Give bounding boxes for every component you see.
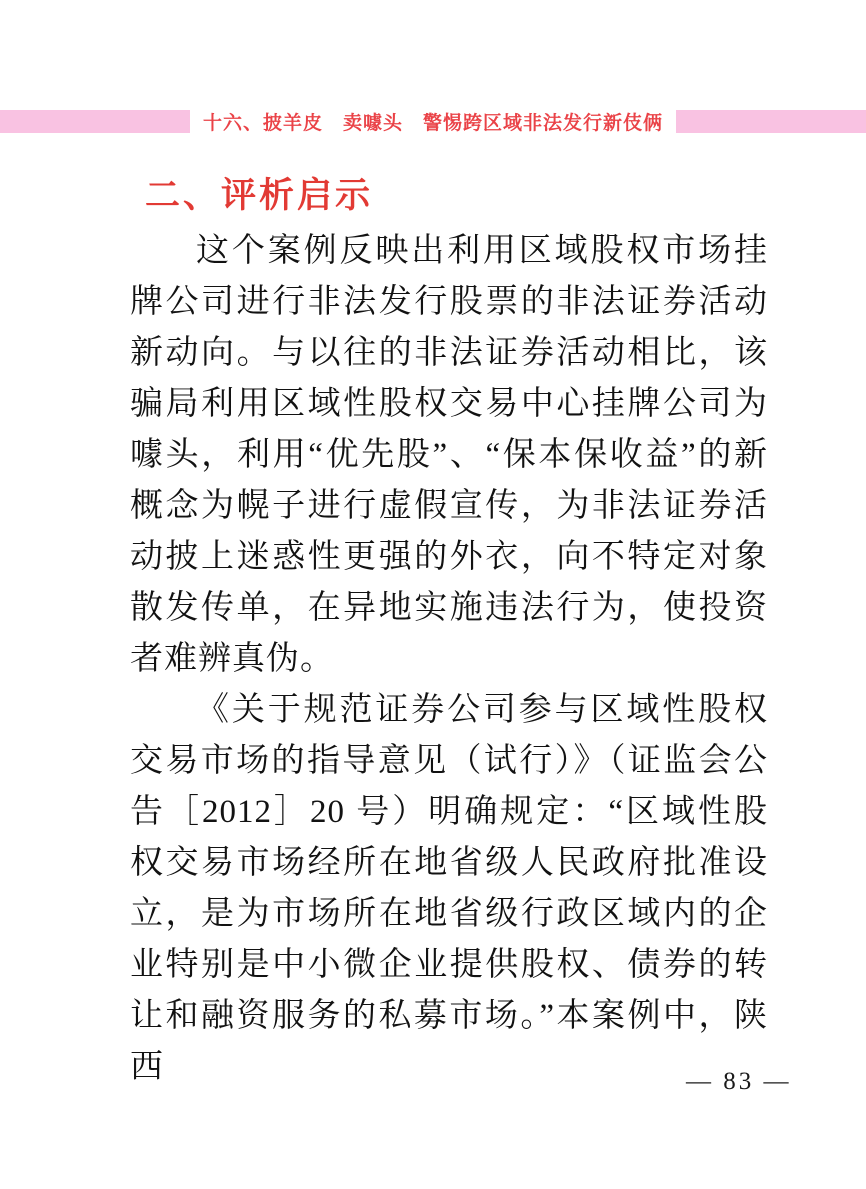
header-band-left — [0, 110, 190, 133]
body-text-block — [130, 226, 768, 1093]
section-heading: 二、评析启示 — [145, 176, 374, 215]
body-paragraph: 这个案例反映出利用区域股权市场挂牌公司进行非法发行股票的非法证券活动新动向。与以往的非法证券活动相比，该骗局利用区域性股权交易中心挂牌公司为噱头，利用“优先股”、“保本保收益”的新概念为幌子进行虚假宣传，为非法证券活动披上迷惑性更强的外衣，向不特定对象散发传单，在异地实施违法行为，使投资者难辨真伪。 — [130, 233, 768, 677]
header-band-right — [676, 110, 866, 133]
running-header-title: 十六、披羊皮 卖噱头 警惕跨区域非法发行新伎俩 — [203, 112, 664, 134]
page-number: — 83 — — [686, 1068, 792, 1095]
body-paragraph: 《关于规范证券公司参与区域性股权交易市场的指导意见（试行）》（证监会公告［2012］20 号）明确规定：“区域性股权交易市场经所在地省级人民政府批准设立，是为市场所在地省级行政区域内的企业特别是中小微企业提供股权、债券的转让和融资服务的私募市场。”本案例中，陕西 — [130, 692, 768, 1085]
running-header — [0, 104, 866, 138]
